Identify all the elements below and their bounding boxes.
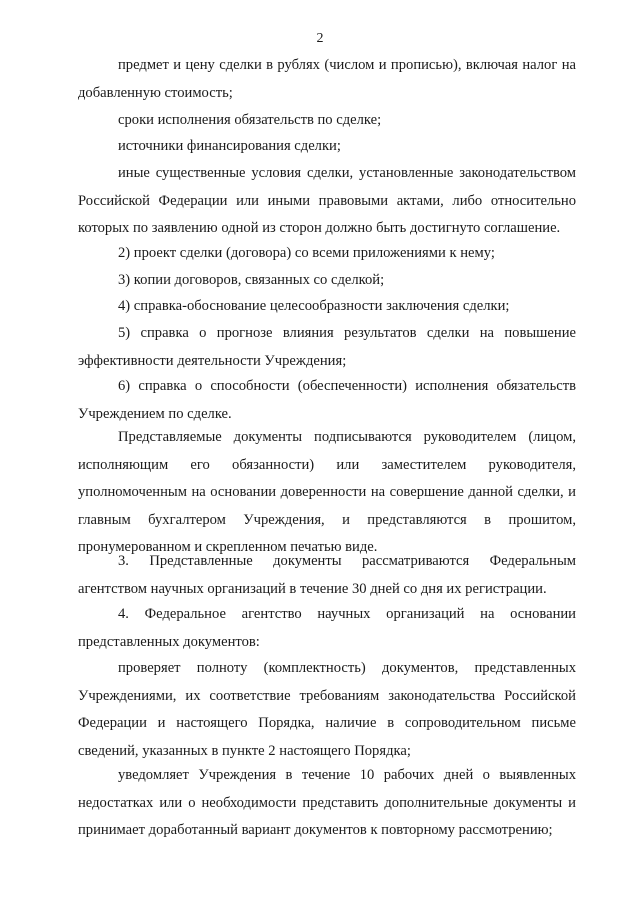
paragraph-deal-subject: предмет и цену сделки в рублях (числом и прописью), включая налог на добавленную стоимость; [78,57,576,101]
paragraph-section-3: 3. Представленные документы рассматриваются Федеральным агентством научных организаций в течение 30 дней со дня их регистрации. [78,553,576,597]
paragraph-item-5: 5) справка о прогнозе влияния результатов сделки на повышение эффективности деятельности Учреждения; [78,325,576,369]
paragraph-item-2: 2) проект сделки (договора) со всеми приложениями к нему; [118,245,495,261]
paragraph-item-3: 3) копии договоров, связанных со сделкой; [118,272,385,288]
paragraph-deal-terms: сроки исполнения обязательств по сделке; [118,112,382,128]
paragraph-section-4: 4. Федеральное агентство научных организаций на основании представленных документов: [78,606,576,650]
paragraph-signing: Представляемые документы подписываются руководителем (лицом, исполняющим его обязанности) или заместителем руководителя, уполномоченным на основании доверенности на совершение данной сделки, и главным бухгалтером Учреждения, и представляются в прошитом, пронумерованном и скрепленном печатью виде. [78,429,576,555]
paragraph-funding-sources: источники финансирования сделки; [118,138,341,154]
page-number: 2 [316,31,324,46]
paragraph-item-4: 4) справка-обоснование целесообразности заключения сделки; [118,298,510,314]
paragraph-other-conditions: иные существенные условия сделки, установленные законодательством Российской Федерации или иными правовыми актами, либо относительно которых по заявлению одной из сторон должно быть достигнуто соглашение. [78,165,576,236]
paragraph-checks: проверяет полноту (комплектность) документов, представленных Учреждениями, их соответствие требованиям законодательства Российской Федерации и настоящего Порядка, наличие в сопроводительном письме сведений, указанных в пункте 2 настоящего Порядка; [78,660,576,759]
paragraph-item-6: 6) справка о способности (обеспеченности) исполнения обязательств Учреждением по сделке. [78,378,576,422]
paragraph-notifies: уведомляет Учреждения в течение 10 рабочих дней о выявленных недостатках или о необходимости представить дополнительные документы и принимает доработанный вариант документов к повторному рассмотрению; [78,767,576,838]
